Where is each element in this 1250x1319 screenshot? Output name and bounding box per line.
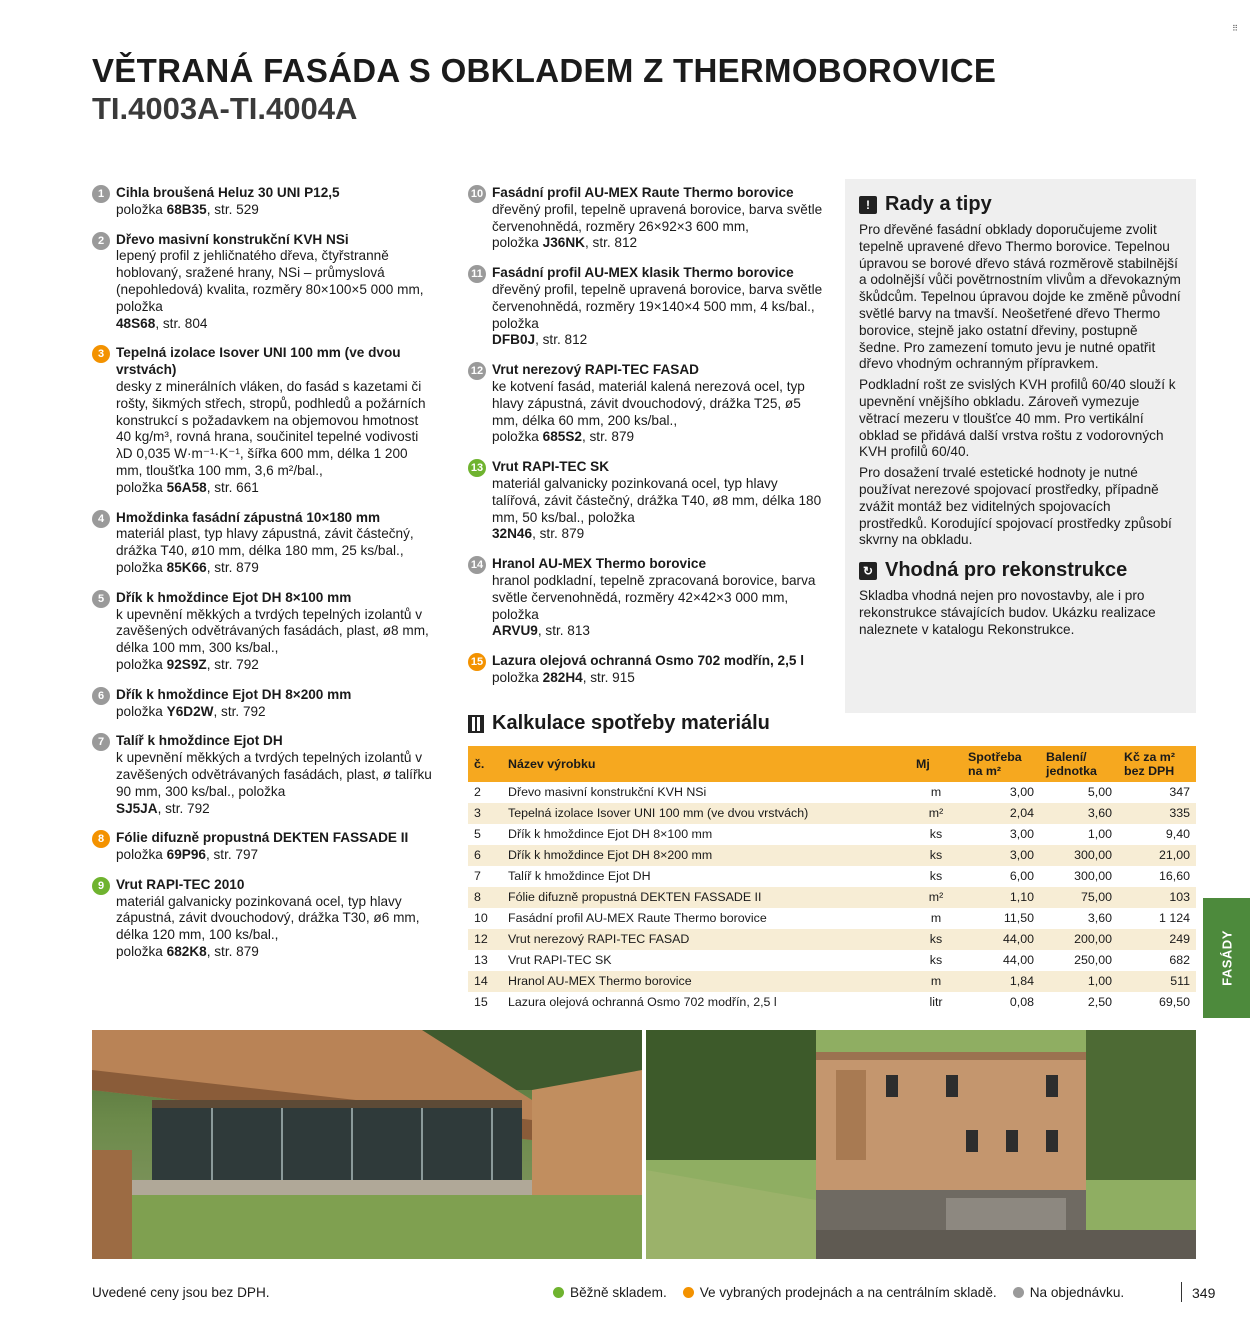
cell-price: 249 [1118,929,1196,950]
cell-consumption: 3,00 [1009,785,1034,799]
calc-title: Kalkulace spotřeby materiálu [492,712,770,734]
item-reference [116,202,432,219]
page-title: VĚTRANÁ FASÁDA S OBKLADEM Z THERMOBOROVICE [92,52,997,89]
item-ref-page: , str. 915 [582,669,635,685]
item-description: hranol podkladní, tepelně zpracovaná borovice, barva světle červenohnědá, rozměry 42×42×3 000 mm, položka [492,572,816,622]
item-reference [116,316,432,333]
item-sku[interactable]: 48S68 [116,315,156,331]
cell-number: 14 [468,971,502,992]
item-reference [116,801,432,818]
cell-consumption: 44,00 [1002,953,1034,967]
cell-number: 5 [474,827,481,841]
item-ref-page: , str. 797 [205,847,259,863]
item-title: Dřík k hmoždince Ejot DH 8×100 mm [116,589,352,605]
product-item [468,265,828,349]
table-row [468,929,1196,950]
cell-package: 75,00 [1040,887,1118,908]
cell-product-name: Dřevo masivní konstrukční KVH NSi [508,785,707,799]
tips-paragraph: Pro dřevěné fasádní obklady doporučujeme zvolit tepelně upravené dřevo Thermo borovice. Tepelnou úpravou se borové dřevo stává rozměrově stabilnější a odolnější vůči povětrnostním vlivům a dřevokazným škůdcům. Tepelnou úpravou dojde ke změně původní světlé barvy na tmavší. Neošetřené dřevo Thermo borovice, stejně jako ostatní dřeviny, postupně šedne. Pro zamezení tomuto jevu je nutné opatřit dřevo vhodným ochranným přípravkem. [859,222,1181,372]
cell-package: 200,00 [1040,929,1118,950]
lightbulb-icon: ! [859,196,877,214]
item-reference [492,332,828,349]
item-reference [492,670,828,687]
cell-unit: ks [910,845,962,866]
product-item [92,510,432,577]
item-ref-prefix: položka [116,479,167,495]
item-sku[interactable]: 69P96 [166,847,206,863]
cell-consumption: 3,00 [1009,827,1034,841]
item-ref-page: , str. 879 [532,526,585,542]
item-number-badge: 12 [468,362,486,380]
cell-number: 10 [474,911,488,925]
item-ref-prefix: položka [116,847,167,863]
item-description: lepený profil z jehličnatého dřeva, čtyřstranně hoblovaný, sražené hrany, NSi – průmyslová (nepohledová) kvalita, rozměry 80×100×5 000 mm, položka [116,248,424,314]
item-reference [492,526,828,543]
cell-package: 5,00 [1087,785,1112,799]
item-title: Tepelná izolace Isover UNI 100 mm (ve dvou vrstvách) [116,345,401,378]
cell-number: 13 [474,953,488,967]
cell-number: 8 [468,887,502,908]
item-description: k upevnění měkkých a tvrdých tepelných izolantů v zavěšených odvětrávaných fasádách, plast, ø talířku 90 mm, 300 ks/bal., položka [116,750,432,799]
items-column-right [468,185,828,700]
item-title: Vrut RAPI-TEC SK [492,459,610,475]
cell-package: 300,00 [1040,845,1118,866]
item-reference [116,704,432,721]
cell-unit: m [930,785,942,799]
item-reference [116,480,432,497]
price-note: Uvedené ceny jsou bez DPH. [92,1285,270,1300]
cell-price: 16,60 [1158,869,1190,883]
reko-title: Vhodná pro rekonstrukce [885,559,1128,582]
cell-number: 15 [474,995,488,1009]
legend-label: Ve vybraných prodejnách a na centrálním skladě. [699,1285,997,1300]
cell-number: 2 [474,785,481,799]
item-title: Dřevo masivní konstrukční KVH NSi [116,231,349,247]
status-dot-icon [1013,1287,1024,1298]
item-reference [116,847,432,864]
table-row [468,845,1196,866]
cell-product-name: Dřík k hmoždince Ejot DH 8×100 mm [508,827,713,841]
item-sku[interactable]: 85K66 [166,559,207,575]
item-ref-prefix: položka [492,669,543,685]
cell-unit: litr [929,995,943,1009]
cell-package: 3,60 [1040,803,1118,824]
cell-consumption: 1,10 [962,887,1040,908]
side-tab-label: FASÁDY [1219,930,1234,986]
table-row [468,971,1196,992]
item-title: Hmoždinka fasádní zápustná 10×180 mm [116,509,381,525]
table-row [468,824,1196,845]
photo-house-bungalow [92,1030,642,1259]
cell-unit: m² [910,803,962,824]
cell-unit: ks [910,929,962,950]
cell-product-name: Talíř k hmoždince Ejot DH [508,869,651,883]
item-reference [492,235,828,252]
item-reference [116,944,432,961]
tips-paragraph: Pro dosažení trvalé estetické hodnoty je nutné používat nerezové spojovací prostředky, případně zvážit montáž bez viditelných spojovacích prostředků. Korodující spojovací prostředky způsobí skvrny na obkladu. [859,465,1172,548]
item-reference [492,623,828,640]
tips-box [845,179,1196,713]
page-number: 349 [1192,1285,1216,1301]
item-number-badge: 1 [92,185,110,203]
item-title: Vrut RAPI-TEC 2010 [116,876,245,892]
item-sku[interactable]: 682K8 [166,944,207,960]
item-ref-prefix: položka [492,429,543,445]
cell-package: 1,00 [1040,971,1118,992]
item-sku[interactable]: SJ5JA [116,800,158,816]
availability-legend [553,1285,1140,1300]
col-header-unit: Mj [910,746,962,782]
corner-mark: ⠿ [1232,24,1238,33]
item-ref-page: , str. 792 [206,656,259,672]
legend-item [1013,1285,1124,1300]
col-header-number: č. [468,746,502,782]
item-number-badge: 5 [92,590,110,608]
reko-text: Skladba vhodná nejen pro novostavby, ale i pro rekonstrukce stávajících budov. Ukázku realizace naleznete v katalogu Rekonstrukce. [859,588,1156,637]
table-row [468,782,1196,803]
product-item [468,653,828,687]
legend-label: Na objednávku. [1029,1285,1125,1300]
table-row [468,887,1196,908]
cell-unit: m [910,971,962,992]
product-item [468,185,828,252]
col-header-package: Balení/ jednotka [1040,746,1118,782]
item-number-badge: 15 [468,653,486,671]
item-ref-page: , str. 792 [157,800,210,816]
product-code: TI.4003A-TI.4004A [92,91,358,126]
item-ref-prefix: položka [116,944,167,960]
product-item [92,345,432,496]
item-description: ke kotvení fasád, materiál kalená nerezová ocel, typ hlavy zápustná, závit dvouchodový, drážka T25, ø5 mm, délka 60 mm, 200 ks/bal., [492,378,805,428]
item-sku[interactable]: 92S9Z [166,656,207,672]
item-ref-page: , str. 812 [584,235,638,251]
cell-product-name: Hranol AU-MEX Thermo borovice [502,971,910,992]
item-number-badge: 7 [92,733,110,751]
item-number-badge: 14 [468,556,486,574]
product-item [92,232,432,333]
item-title: Fasádní profil AU-MEX klasik Thermo borovice [492,265,794,281]
cell-product-name: Vrut RAPI-TEC SK [508,953,612,967]
item-sku[interactable]: ARVU9 [492,623,538,639]
legend-label: Běžně skladem. [570,1285,667,1300]
cell-number: 7 [474,869,481,883]
item-ref-page: , str. 879 [206,944,259,960]
cell-product-name: Tepelná izolace Isover UNI 100 mm (ve dvou vrstvách) [502,803,910,824]
item-title: Dřík k hmoždince Ejot DH 8×200 mm [116,686,352,702]
tips-heading [859,193,1182,216]
item-number-badge: 2 [92,232,110,250]
item-ref-page: , str. 879 [206,559,259,575]
item-title: Fólie difuzně propustná DEKTEN FASSADE II [116,830,409,846]
cell-package: 250,00 [1074,953,1112,967]
item-ref-page: , str. 812 [535,332,588,348]
cell-package: 3,60 [1087,911,1112,925]
cell-price: 69,50 [1158,995,1190,1009]
cell-product-name: Vrut nerezový RAPI-TEC FASAD [502,929,910,950]
calc-header-row [468,746,1196,782]
cell-number: 12 [468,929,502,950]
cell-consumption: 6,00 [1009,869,1034,883]
table-row [468,950,1196,971]
photo-illustration [92,1030,642,1259]
item-title: Talíř k hmoždince Ejot DH [116,733,283,749]
item-description: desky z minerálních vláken, do fasád s kazetami či rošty, šikmých střech, stropů, podhledů a požárních konstrukcí s požadavkem na objemovou hmotnost 40 kg/m³, rovná hrana, součinitel tepelné vodivosti λD 0,035 W·m⁻¹·K⁻¹, šířka 600 mm, délka 1 200 mm, tloušťka 100 mm, 3,6 m²/bal., [116,378,426,478]
table-row [468,908,1196,929]
col-header-consumption: Spotřeba na m² [962,746,1040,782]
cell-unit: ks [929,953,943,967]
cell-price: 335 [1118,803,1196,824]
renovation-icon: ↻ [859,562,877,580]
col-header-name: Název výrobku [502,746,910,782]
table-row [468,992,1196,1013]
tips-title: Rady a tipy [885,193,992,215]
item-ref-page: , str. 792 [213,703,266,719]
item-ref-page: , str. 804 [155,315,208,331]
tips-paragraph: Podkladní rošt ze svislých KVH profilů 60/40 slouží k upevnění vnějšího obkladu. Zároveň vymezuje větrací mezeru v tloušťce 40 mm. Pro vertikální obklad se přidává další vrstva roštu z vodorovných KVH profilů 60/40. [859,377,1176,460]
table-row [468,866,1196,887]
items-column-left [92,185,432,974]
status-dot-icon [683,1287,694,1298]
item-ref-prefix: položka [116,201,167,217]
cell-consumption: 2,04 [962,803,1040,824]
cell-price: 21,00 [1118,845,1196,866]
item-reference [492,429,828,446]
item-description: dřevěný profil, tepelně upravená borovice, barva světle červenohnědá, rozměry 26×92×3 600 mm, [492,201,823,234]
item-number-badge: 9 [92,877,110,895]
item-number-badge: 10 [468,185,486,203]
photo-illustration [646,1030,1196,1259]
cell-unit: m² [910,887,962,908]
item-number-badge: 8 [92,830,110,848]
item-title: Vrut nerezový RAPI-TEC FASAD [492,362,699,378]
cell-number: 3 [468,803,502,824]
cell-price: 1 124 [1158,911,1190,925]
product-item [468,459,828,543]
cell-consumption: 1,84 [962,971,1040,992]
item-reference [116,560,432,577]
cell-product-name: Fasádní profil AU-MEX Raute Thermo borovice [508,911,767,925]
cell-consumption: 44,00 [962,929,1040,950]
item-number-badge: 11 [468,265,486,283]
item-description: materiál galvanicky pozinkovaná ocel, typ hlavy zápustná, závit dvouchodový, drážka T30, ø6 mm, délka 120 mm, 100 ks/bal., [116,893,420,943]
product-item [468,556,828,640]
side-tab-fasady[interactable] [1203,898,1250,1018]
table-row [468,803,1196,824]
product-item [92,733,432,817]
cell-price: 682 [1169,953,1190,967]
cell-unit: ks [929,827,943,841]
reko-heading [859,559,1182,582]
item-title: Fasádní profil AU-MEX Raute Thermo borovice [492,185,794,200]
cell-number: 6 [468,845,502,866]
item-ref-prefix: položka [116,559,167,575]
item-sku[interactable]: 685S2 [542,429,582,445]
product-item [92,830,432,864]
status-dot-icon [553,1287,564,1298]
item-number-badge: 4 [92,510,110,528]
item-sku[interactable]: J36NK [542,235,585,251]
cell-consumption: 3,00 [962,845,1040,866]
item-ref-prefix: položka [116,703,167,719]
cell-package: 1,00 [1087,827,1112,841]
cell-price: 103 [1118,887,1196,908]
calc-table [468,746,1196,1013]
cell-consumption: 0,08 [1009,995,1034,1009]
item-sku[interactable]: 32N46 [492,526,533,542]
item-description: k upevnění měkkých a tvrdých tepelných izolantů v zavěšených odvětrávaných fasádách, plast, ø8 mm, délka 100 mm, 300 ks/bal., [116,606,429,656]
product-item [92,590,432,674]
legend-item [683,1285,997,1300]
item-ref-page: , str. 661 [206,479,259,495]
cell-package: 300,00 [1074,869,1112,883]
item-ref-page: , str. 813 [537,623,590,639]
cell-consumption: 11,50 [1003,911,1034,925]
item-title: Cihla broušená Heluz 30 UNI P12,5 [116,185,340,200]
product-item [468,362,828,446]
photo-house-two-storey [646,1030,1196,1259]
item-title: Lazura olejová ochranná Osmo 702 modřín, 2,5 l [492,653,804,669]
item-number-badge: 6 [92,687,110,705]
item-number-badge: 3 [92,345,110,363]
col-header-price: Kč za m² bez DPH [1118,746,1196,782]
item-ref-prefix: položka [116,656,167,672]
cell-price: 347 [1169,785,1190,799]
item-description: materiál plast, typ hlavy zápustná, závit částečný, drážka T40, ø10 mm, délka 180 mm, 25 ks/bal., [116,526,414,559]
page-divider [1181,1282,1182,1302]
cell-unit: m [930,911,942,925]
cell-unit: ks [929,869,943,883]
cell-package: 2,50 [1087,995,1112,1009]
item-sku[interactable]: 282H4 [542,669,583,685]
item-sku[interactable]: 68B35 [166,201,207,217]
cell-product-name: Lazura olejová ochranná Osmo 702 modřín, 2,5 l [508,995,777,1009]
item-sku[interactable]: DFB0J [492,332,536,348]
calc-heading [468,712,770,735]
item-ref-prefix: položka [492,235,543,251]
cell-product-name: Dřík k hmoždince Ejot DH 8×200 mm [502,845,910,866]
item-number-badge: 13 [468,459,486,477]
item-ref-page: , str. 879 [581,429,635,445]
cell-product-name: Fólie difuzně propustná DEKTEN FASSADE II [502,887,910,908]
cell-price: 9,40 [1165,827,1190,841]
item-ref-page: , str. 529 [206,201,259,217]
item-sku[interactable]: Y6D2W [166,703,214,719]
item-description: materiál galvanicky pozinkovaná ocel, typ hlavy talířová, závit částečný, drážka T40, ø8 mm, délka 180 mm, 50 ks/bal., položka [492,475,822,525]
calculator-icon [468,715,484,733]
item-description: dřevěný profil, tepelně upravená borovice, barva světle červenohnědá, rozměry 19×140×4 500 mm, 4 ks/bal., položka [492,281,823,331]
product-item [92,185,432,219]
item-title: Hranol AU-MEX Thermo borovice [492,556,707,572]
item-sku[interactable]: 56A58 [166,479,207,495]
product-item [92,687,432,721]
product-item [92,877,432,961]
cell-price: 511 [1118,971,1196,992]
legend-item [553,1285,667,1300]
item-reference [116,657,432,674]
